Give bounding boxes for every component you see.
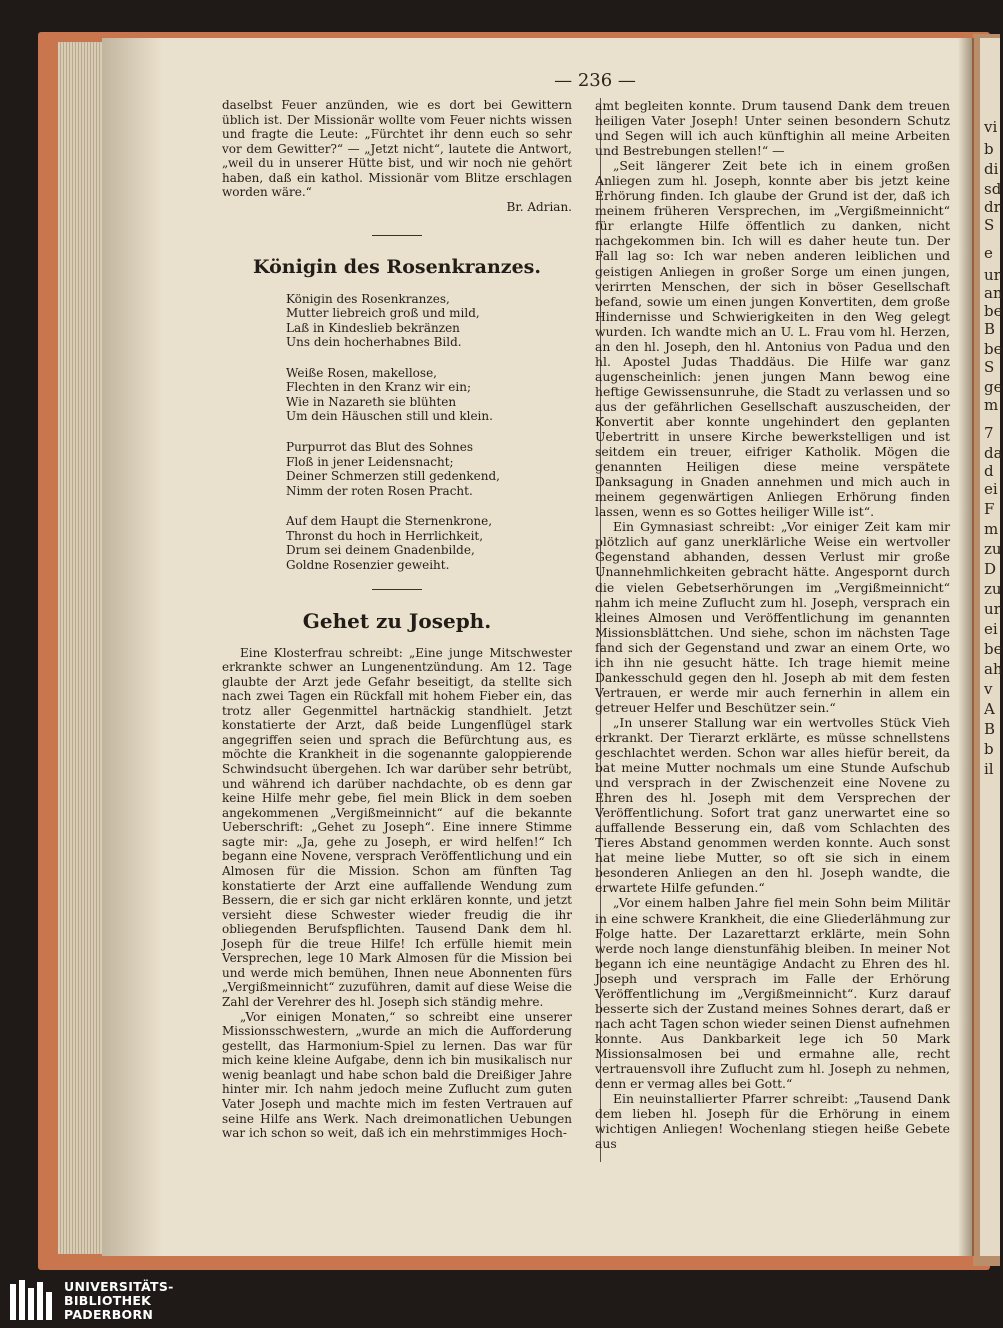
next-page-text: D (984, 560, 997, 578)
poem-line: Drum sei deinem Gnadenbilde, (286, 543, 475, 558)
next-page-text: be (984, 302, 1003, 320)
next-page-text: ur (984, 600, 1001, 618)
poem-line: Deiner Schmerzen still gedenkend, (286, 469, 500, 484)
page-gutter (958, 38, 974, 1256)
next-page-text: m (984, 396, 999, 414)
poem-line: Laß in Kindeslieb bekränzen (286, 320, 460, 335)
poem (222, 292, 572, 573)
next-page-text: be (984, 640, 1003, 658)
article-paragraph: „Vor einem halben Jahre fiel mein Sohn beim Militär in eine schwere Krankheit, die eine Gliederlähmung zur Folge hatte. Der Lazarettarzt erklärte, mein Sohn werde noch lange dienstunfähig bleiben. In meiner Not begann ich eine neuntägige Andacht zu Ehren des hl. Joseph und versprach im Falle der Erhörung Veröffentlichung im „Vergißmeinnicht“. Kurz darauf besserte sich der Zustand meines Sohnes derart, daß er nach acht Tagen schon wieder seinen Dienst aufnehmen konnte. Aus Dankbarkeit lege ich 50 Mark Missionsalmosen bei und ermahne alle, recht vertrauensvoll ihre Zuflucht zum hl. Joseph zu nehmen, denn er vermag alles bei Gott.“ (595, 895, 950, 1092)
article-paragraph: amt begleiten konnte. Drum tausend Dank dem treuen heiligen Vater Joseph! Unter seinen besondern Schutz und Segen will ich auch künftighin all meine Arbeiten und Bestrebungen stellen!“ — (595, 98, 950, 159)
section-paragraph: „Vor einigen Monaten,“ so schreibt eine unserer Missionsschwestern, „wurde an mich die Aufforderung gestellt, das Harmonium-Spiel zu lernen. Das war für mich keine kleine Aufgabe, denn ich bin musikalisch nur wenig beanlagt und habe schon bald die Dreißiger Jahre hinter mir. Ich nahm jedoch meine Zuflucht zum guten Vater Joseph und machte mich im festen Vertrauen auf seine Hilfe ans Werk. Nach dreimonatlichen Uebungen war ich schon so weit, daß ich ein mehrstimmiges Hoch- (222, 1009, 572, 1141)
intro-paragraph: daselbst Feuer anzünden, wie es dort bei Gewittern üblich ist. Der Missionär wollte vom Feuer nichts wissen und fragte die Leute: „Fürchtet ihr denn euch so sehr vor dem Gewitter?“ — „Jetzt nicht“, lautete die Antwort, „weil du in unserer Hütte bist, und wir noch nie gehört haben, daß ein kathol. Missionär vom Blitze erschlagen worden wäre.“ (222, 98, 572, 200)
next-page-text: ah (984, 660, 1003, 678)
logo-line: BIBLIOTHEK (64, 1293, 152, 1308)
poem-line: Nimm der roten Rosen Pracht. (286, 483, 473, 498)
next-page-text: d (984, 462, 994, 480)
article-paragraph: Ein neuinstallierter Pfarrer schreibt: „Tausend Dank dem lieben hl. Joseph für die Erhörung in einem wichtigen Anliegen! Wochenlang stiegen heiße Gebete aus (595, 1091, 950, 1152)
section-rule (372, 589, 422, 590)
library-logo-icon (8, 1278, 54, 1324)
section-paragraph: Eine Klosterfrau schreibt: „Eine junge Mitschwester erkrankte schwer an Lungenentzündung. Am 12. Tage glaubte der Arzt jede Gefahr beseitigt, da stellte sich nach zwei Tagen ein Rückfall mit hohem Fieber ein, das trotz aller Gegenmittel hartnäckig standhielt. Jetzt konstatierte der Arzt, daß beide Lungenflügel stark angegriffen seien und sprach die Befürchtung aus, es möchte die Krankheit in die sogenannte galoppierende Schwindsucht übergehen. Ich war darüber sehr betrübt, und während ich darüber nachdachte, ob es denn gar keine Hilfe mehr gebe, fiel mein Blick in dem soeben angekommenen „Vergißmeinnicht“ auf die bekannte Ueberschrift: „Gehet zu Joseph“. Eine innere Stimme sagte mir: „Ja, gehe zu Joseph, er wird helfen!“ Ich begann eine Novene, versprach Veröffentlichung und ein Almosen für die Mission. Schon am fünften Tag konstatierte der Arzt eine auffallende Wendung zum Bessern, die er sich gar nicht erklären konnte, und jetzt versieht diese Schwester wieder freudig die ihr obliegenden Berufspflichten. Tausend Dank dem hl. Joseph für die treue Hilfe! Ich erfülle hiemit mein Versprechen, lege 10 Mark Almosen für die Mission bei und werde mich bemühen, Ihnen neue Abonnenten fürs „Vergißmeinnicht“ zuzuführen, damit auf diese Weise die Zahl der Verehrer des hl. Joseph sich ständig mehre. (222, 645, 572, 1009)
poem-stanza (286, 366, 572, 424)
next-page-text: il (984, 760, 994, 778)
page-edges (58, 42, 106, 1254)
poem-title: Königin des Rosenkranzes. (253, 255, 541, 278)
next-page-text: m (984, 520, 999, 538)
poem-line: Auf dem Haupt die Sternenkrone, (286, 514, 493, 529)
next-page-text: ur (984, 266, 1001, 284)
library-logo-text (64, 1280, 174, 1322)
next-page-text: S (984, 358, 995, 376)
page-shadow (102, 38, 162, 1256)
next-page-text: an (984, 284, 1003, 302)
poem-line: Königin des Rosenkranzes, (286, 291, 450, 306)
poem-line: Purpurrot das Blut des Sohnes (286, 440, 474, 454)
next-page-text: be (984, 340, 1003, 358)
right-column (595, 98, 950, 1151)
logo-line: PADERBORN (64, 1307, 154, 1322)
next-page-text: da (984, 444, 1003, 462)
poem-line: Floß in jener Leidensnacht; (286, 454, 454, 469)
next-page-text: vi (984, 118, 998, 136)
poem-line: Uns dein hocherhabnes Bild. (286, 335, 462, 350)
poem-line: Thronst du hoch in Herrlichkeit, (286, 528, 484, 543)
next-page-text: ei (984, 620, 998, 638)
next-page-text: ei (984, 480, 998, 498)
poem-line: Weiße Rosen, makellose, (286, 365, 437, 380)
poem-line: Goldne Rosenzier geweiht. (286, 557, 450, 572)
next-page-text: di (984, 160, 999, 178)
left-column (222, 98, 572, 1141)
article-paragraph: „Seit längerer Zeit bete ich in einem großen Anliegen zum hl. Joseph, konnte aber bis jetzt keine Erhörung finden. Ich glaube der Grund ist der, daß ich meinem früheren Versprechen, im „Vergißmeinnicht“ für erlangte Hilfe öffentlich zu danken, nicht nachgekommen bin. Ich will es daher heute tun. Der Fall lag so: Ich war neben anderen leiblichen und geistigen Anliegen in großer Sorge um einen jungen, verirrten Menschen, der sich in böser Gesellschaft befand, sowie um einen jungen Konvertiten, dem große Hindernisse und Schwierigkeiten in den Weg gelegt wurden. Ich wandte mich an U. L. Frau vom hl. Herzen, an den hl. Joseph, den hl. Antonius von Padua und den hl. Apostel Judas Thaddäus. Die Hilfe war ganz augenscheinlich: jenen jungen Mann bewog eine heftige Gewissensunruhe, die Stadt zu verlassen und so aus der gefährlichen Gesellschaft auszuscheiden, der Konvertit aber konnte ungehindert den geplanten Uebertritt in unsere Kirche bewerkstelligen und ist seitdem ein treuer, eifriger Katholik. Mögen die genannten Heiligen diese meine verspätete Danksagung in Gnaden annehmen und mich auch in meinem gegenwärtigen Anliegen Erhörung finden lassen, wenn es so Gottes heiliger Wille ist“. (595, 158, 950, 520)
next-page-text: b (984, 740, 994, 758)
next-page-text: A (984, 700, 995, 718)
next-page-text: e (984, 244, 993, 262)
section-title: Gehet zu Joseph. (302, 608, 492, 633)
section-rule (372, 235, 422, 236)
next-page-text: v (984, 680, 993, 698)
next-page-text: zu (984, 580, 1002, 598)
poem-stanza (286, 292, 572, 350)
article-paragraph: Ein Gymnasiast schreibt: „Vor einiger Zeit kam mir plötzlich auf ganz unerklärliche Weise ein wertvoller Gegenstand abhanden, dessen Verlust mir große Unannehmlichkeiten gebracht hätte. Angespornt durch die vielen Gebetserhörungen im „Vergißmeinnicht“ nahm ich meine Zuflucht zum hl. Joseph, versprach ein kleines Almosen und Veröffentlichung im genannten Missionsblättchen. Und siehe, schon im nächsten Tage fand sich der Gegenstand und zwar an einem Orte, wo ich ihn nie gesucht hätte. Ich trage hiemit meine Dankesschuld gegen den hl. Joseph ab mit dem festen Vertrauen, er werde mir auch fernerhin in allem ein getreuer Helfer und Beschützer sein.“ (595, 519, 950, 715)
intro-signature: Br. Adrian. (506, 199, 572, 214)
next-page-text: S (984, 216, 995, 234)
poem-line: Mutter liebreich groß und mild, (286, 306, 480, 321)
article-paragraph: „In unserer Stallung war ein wertvolles Stück Vieh erkrankt. Der Tierarzt erklärte, es müsse schnellstens geschlachtet werden. Schon war alles hiefür bereit, da bat meine Mutter nochmals um eine Stunde Aufschub und versprach in der Zwischenzeit eine Novene zu Ehren des hl. Joseph mit dem Versprechen der Veröffentlichung. Sofort trat ganz unerwartet eine so auffallende Besserung ein, daß vom Schlachten des Tieres Abstand genommen werden konnte. Auch sonst hat meine liebe Mutter, so oft sie sich in einem besonderen Anliegen an den hl. Joseph wandte, die erwartete Hilfe gefunden.“ (595, 714, 950, 896)
next-page-text: 7 (984, 424, 994, 442)
poem-line: Wie in Nazareth sie blühten (286, 394, 457, 409)
next-page-text: ge (984, 378, 1003, 396)
next-page-text: dr (984, 198, 1001, 216)
next-page-text: zu (984, 540, 1002, 558)
page-number: — 236 — (554, 70, 636, 91)
logo-line: UNIVERSITÄTS- (64, 1279, 174, 1294)
next-page-text: B (984, 320, 996, 338)
next-page-text: b (984, 140, 994, 158)
poem-stanza (286, 440, 572, 498)
next-page-text: F (984, 500, 995, 518)
poem-stanza (286, 514, 572, 572)
next-page-fragment (980, 38, 1003, 1256)
next-page-text: B (984, 720, 996, 738)
next-page-text: sd (984, 180, 1002, 198)
poem-line: Um dein Häuschen still und klein. (286, 409, 493, 424)
poem-line: Flechten in den Kranz wir ein; (286, 380, 471, 395)
